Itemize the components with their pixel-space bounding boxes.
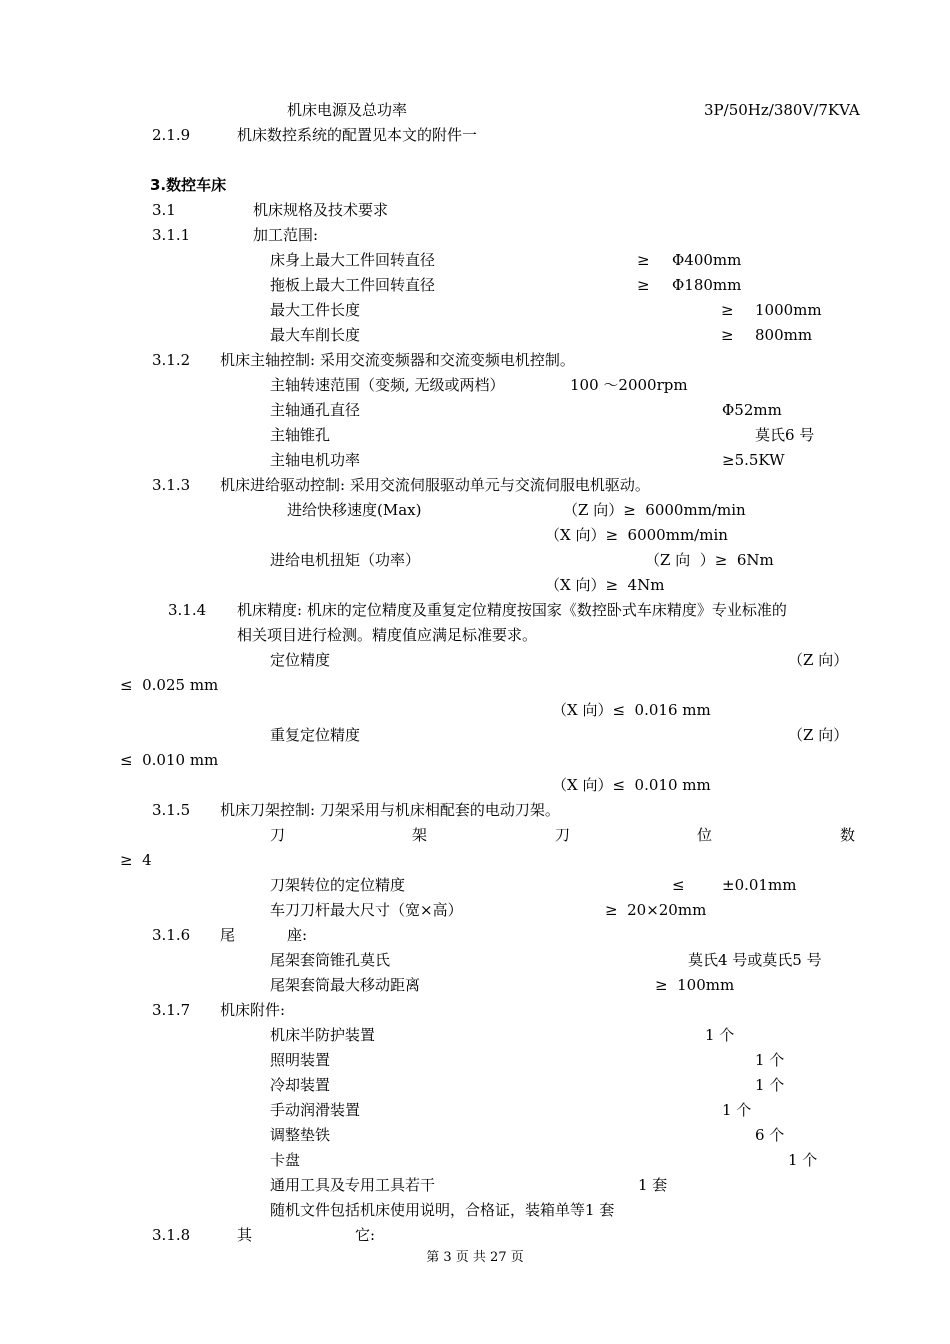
text-line: 调整垫铁 xyxy=(270,1126,331,1144)
text-line: ≥5.5KW xyxy=(722,451,785,469)
text-line: ≥ xyxy=(637,276,650,294)
text-line: （Z 向） xyxy=(788,651,849,669)
text-line: 1 个 xyxy=(722,1101,752,1119)
text-line: 主轴转速范围（变频, 无级或两档） xyxy=(270,376,505,394)
text-line: 机床半防护装置 xyxy=(270,1026,376,1044)
text-line: 机床规格及技术要求 xyxy=(253,201,389,219)
text-line: 进给电机扭矩（功率） xyxy=(270,551,421,569)
text-line: Φ400mm xyxy=(672,251,742,269)
text-char: 座: xyxy=(287,926,308,944)
text-line: 加工范围: xyxy=(253,226,319,244)
section-number: 3.1.3 xyxy=(152,476,191,494)
text-line: 定位精度 xyxy=(270,651,331,669)
text-line: Φ180mm xyxy=(672,276,742,294)
text-char: 刀 xyxy=(555,826,571,844)
text-line: 机床主轴控制: 采用交流变频器和交流变频电机控制。 xyxy=(220,351,575,369)
section-number: 3.1.1 xyxy=(152,226,191,244)
text-line: ≤ xyxy=(672,876,685,894)
text-line: 6 个 xyxy=(755,1126,785,1144)
text-line: 1000mm xyxy=(755,301,822,319)
text-line: 1 个 xyxy=(788,1151,818,1169)
text-line: ≥ 4 xyxy=(120,851,152,869)
text-line: ≥ 100mm xyxy=(655,976,735,994)
text-char: 其 xyxy=(237,1226,253,1244)
text-line: 尾架套筒锥孔莫氏 xyxy=(270,951,391,969)
text-line: 进给快移速度(Max) xyxy=(287,501,422,519)
text-line: 卡盘 xyxy=(270,1151,301,1169)
text-line: 主轴通孔直径 xyxy=(270,401,361,419)
text-line: ≥ xyxy=(721,301,734,319)
text-line: 100 ～2000rpm xyxy=(570,376,688,394)
text-line: 最大工件长度 xyxy=(270,301,361,319)
text-char: 架 xyxy=(412,826,428,844)
text-line: 机床电源及总功率 xyxy=(287,101,408,119)
text-line: 尾架套筒最大移动距离 xyxy=(270,976,421,994)
text-line: ≥ xyxy=(637,251,650,269)
text-line: 随机文件包括机床使用说明，合格证，装箱单等1 套 xyxy=(270,1201,615,1219)
section-number: 3.1.6 xyxy=(152,926,191,944)
text-line: 车刀刀杆最大尺寸（宽×高） xyxy=(270,901,463,919)
text-char: 它: xyxy=(355,1226,376,1244)
text-line: 1 套 xyxy=(638,1176,668,1194)
text-line: 相关项目进行检测。精度值应满足标准要求。 xyxy=(237,626,538,644)
text-line: 主轴电机功率 xyxy=(270,451,361,469)
text-line: 800mm xyxy=(755,326,813,344)
section-number: 2.1.9 xyxy=(152,126,191,144)
text-line: ≤ 0.025 mm xyxy=(120,676,219,694)
text-line: 床身上最大工件回转直径 xyxy=(270,251,436,269)
text-line: 3P/50Hz/380V/7KVA xyxy=(704,101,860,119)
text-line: （X 向）≤ 0.016 mm xyxy=(552,701,711,719)
text-line: Φ52mm xyxy=(722,401,782,419)
text-line: ≥ xyxy=(721,326,734,344)
text-line: （X 向）≥ 4Nm xyxy=(545,576,665,594)
text-line: 莫氏4 号或莫氏5 号 xyxy=(688,951,822,969)
text-line: （Z 向） xyxy=(788,726,849,744)
text-line: （Z 向）≥ 6000mm/min xyxy=(563,501,746,519)
page-footer: 第 3 页 共 27 页 xyxy=(426,1250,524,1265)
text-char: 尾 xyxy=(220,926,236,944)
text-line: 莫氏6 号 xyxy=(755,426,815,444)
text-line: 刀架转位的定位精度 xyxy=(270,876,406,894)
section-number: 3.1.8 xyxy=(152,1226,191,1244)
section-number: 3.1.5 xyxy=(152,801,191,819)
text-line: 机床数控系统的配置见本文的附件一 xyxy=(237,126,478,144)
text-line: 1 个 xyxy=(755,1051,785,1069)
section-number: 3.1.2 xyxy=(152,351,191,369)
text-line: ≤ 0.010 mm xyxy=(120,751,219,769)
text-line: 机床附件: xyxy=(220,1001,286,1019)
text-line: 通用工具及专用工具若干 xyxy=(270,1176,436,1194)
text-line: 机床刀架控制: 刀架采用与机床相配套的电动刀架。 xyxy=(220,801,560,819)
text-char: 刀 xyxy=(270,826,286,844)
section-number: 3.1.4 xyxy=(168,601,207,619)
text-line: 重复定位精度 xyxy=(270,726,361,744)
text-char: 数 xyxy=(840,826,856,844)
text-line: 拖板上最大工件回转直径 xyxy=(270,276,436,294)
text-line: （X 向）≤ 0.010 mm xyxy=(552,776,711,794)
section-heading: 3.数控车床 xyxy=(150,176,227,194)
text-line: ≥ 20×20mm xyxy=(605,901,707,919)
text-char: 位 xyxy=(697,826,713,844)
text-line: （Z 向 ）≥ 6Nm xyxy=(645,551,774,569)
text-line: 最大车削长度 xyxy=(270,326,361,344)
text-line: 主轴锥孔 xyxy=(270,426,331,444)
section-number: 3.1.7 xyxy=(152,1001,191,1019)
text-line: 照明装置 xyxy=(270,1051,331,1069)
text-line: ±0.01mm xyxy=(722,876,797,894)
section-number: 3.1 xyxy=(152,201,176,219)
text-line: 1 个 xyxy=(755,1076,785,1094)
text-line: （X 向）≥ 6000mm/min xyxy=(545,526,728,544)
text-line: 冷却装置 xyxy=(270,1076,331,1094)
text-line: 机床精度: 机床的定位精度及重复定位精度按国家《数控卧式车床精度》专业标准的 xyxy=(237,601,787,619)
text-line: 手动润滑装置 xyxy=(270,1101,361,1119)
text-line: 机床进给驱动控制: 采用交流伺服驱动单元与交流伺服电机驱动。 xyxy=(220,476,650,494)
text-line: 1 个 xyxy=(705,1026,735,1044)
